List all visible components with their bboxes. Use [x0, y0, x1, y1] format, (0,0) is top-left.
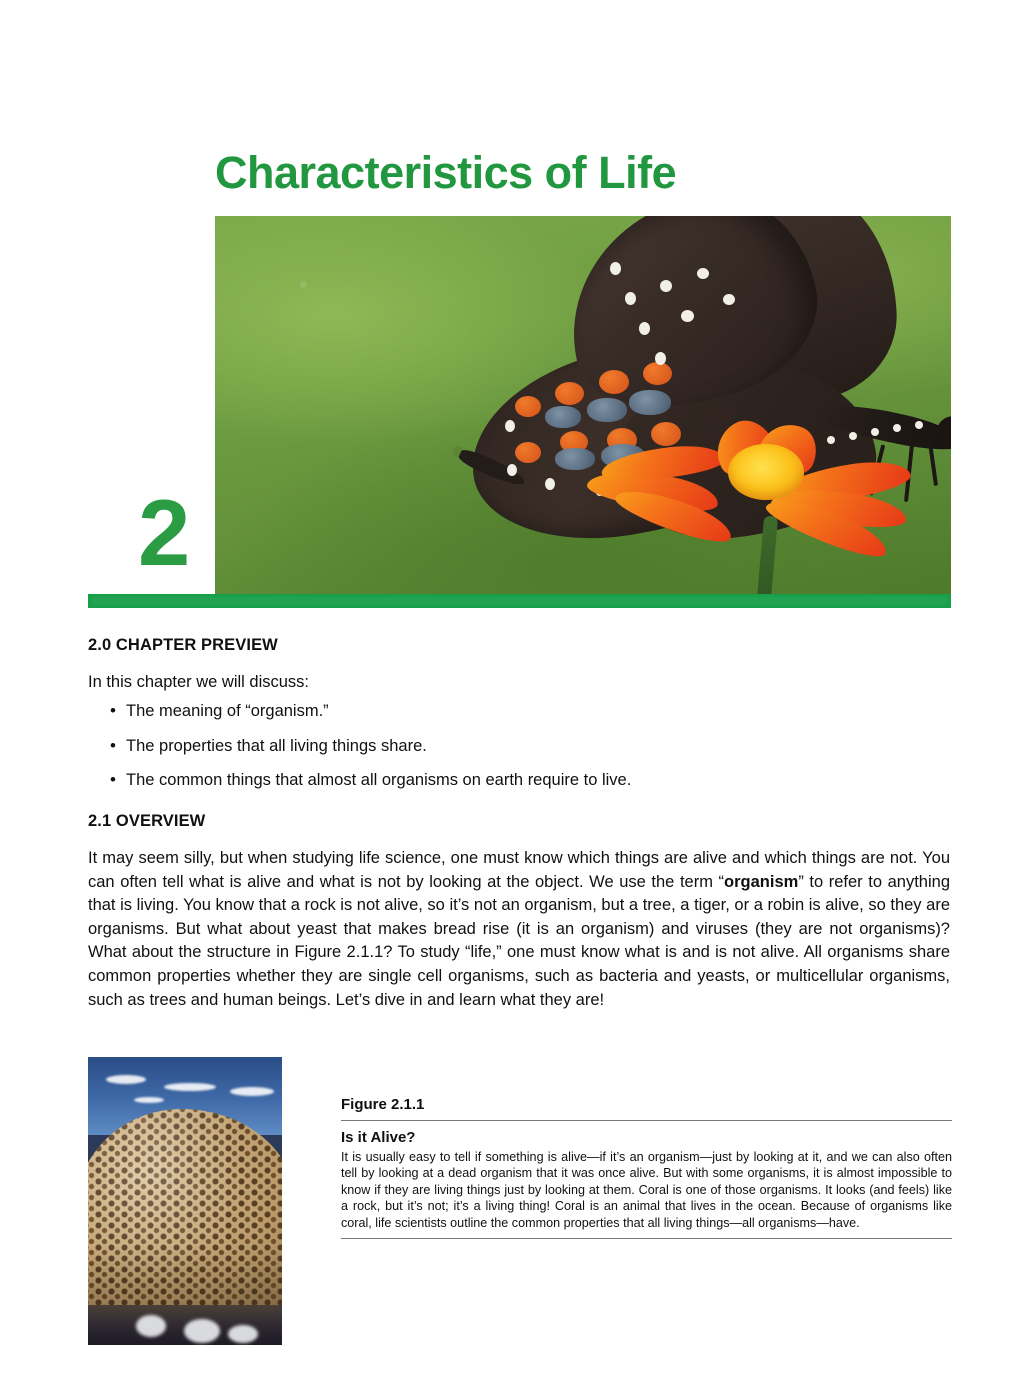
chapter-hero-image — [215, 216, 951, 596]
figure-subheading: Is it Alive? — [341, 1129, 416, 1146]
abdomen-dot — [871, 428, 879, 436]
chapter-divider-rule-inner — [92, 597, 947, 605]
figure-label: Figure 2.1.1 — [341, 1096, 425, 1113]
figure-photo-coral — [88, 1057, 282, 1345]
wing-spot-white — [660, 280, 672, 292]
figure-rule-top — [341, 1120, 952, 1121]
wing-spot-white — [639, 322, 650, 335]
wing-spot-white — [625, 292, 636, 305]
cloud — [164, 1083, 216, 1091]
sea-foam — [184, 1319, 220, 1343]
overview-bold-term: organism — [724, 872, 799, 891]
abdomen-dot — [915, 421, 923, 429]
wing-spot-blue — [587, 398, 627, 422]
cloud — [106, 1075, 146, 1084]
abdomen-dot — [827, 436, 835, 444]
wing-spot-blue — [555, 448, 595, 470]
preview-heading: 2.0 CHAPTER PREVIEW — [88, 636, 278, 654]
sea-foam — [136, 1315, 166, 1337]
wing-spot-orange — [555, 382, 584, 405]
list-item: • The common things that almost all organisms on earth require to live. — [88, 770, 950, 791]
wing-spot-blue — [629, 390, 671, 415]
abdomen-dot — [893, 424, 901, 432]
wing-spot-orange — [599, 370, 629, 394]
wing-spot-orange — [651, 422, 681, 446]
overview-heading: 2.1 OVERVIEW — [88, 812, 206, 830]
figure-caption-text: It is usually easy to tell if something is alive—if it’s an organism—just by looking at it, and we can also often tell by looking at a dead organism that it was once alive. But with some organisms, it is almost impossible to know if they are living things just by looking at them. Coral is one of those organisms. It looks (and feels) like a rock, but it’s not; it’s a living thing! Coral is an animal that lives in the ocean. Because of organisms like coral, life scientists outline the common properties that all living things—all organisms—have. — [341, 1150, 952, 1230]
wing-spot-white — [655, 352, 666, 365]
abdomen-dot — [849, 432, 857, 440]
overview-section — [88, 812, 950, 1012]
page-title: Characteristics of Life — [215, 147, 677, 198]
wing-spot-white — [610, 262, 621, 275]
cloud — [230, 1087, 274, 1096]
wing-spot-orange — [515, 396, 541, 417]
wing-spot-white — [681, 310, 694, 322]
preview-lead: In this chapter we will discuss: — [88, 673, 310, 691]
wing-spot-blue — [545, 406, 581, 428]
overview-paragraph — [88, 847, 950, 1012]
cloud — [134, 1097, 164, 1103]
wing-spot-orange — [515, 442, 541, 463]
wing-spot-white — [723, 294, 735, 305]
preview-list — [88, 701, 950, 791]
wing-spot-white — [545, 478, 555, 490]
wing-spot-white — [505, 420, 515, 432]
flower-center — [728, 444, 804, 500]
overview-text-part2: ” to refer to anything that is living. You know that a rock is not alive, so it’s not an organism, but a tree, a tiger, or a robin is alive, so they are organisms. But what about yeast that makes bread rise (it is an organism) and viruses (they are not organisms)? What about the structure in Figure 2.1.1? To study “life,” one must know what is and is not alive. All organisms share common properties whether they are single cell organisms, such as bacteria and yeasts, or multicellular organisms, such as trees and human beings. Let’s dive in and learn what they are! — [88, 872, 950, 1009]
chapter-preview-section — [88, 636, 950, 805]
wing-spot-white — [507, 464, 517, 476]
wing-spot-white — [697, 268, 709, 279]
wing-spot-orange — [643, 362, 672, 385]
overview-text-part1: It may seem silly, but when studying life science, one must know which things are alive and which things are not. You can often tell what is alive and what is not by looking at the object. We use the term “ — [88, 849, 950, 891]
sea-foam — [228, 1325, 258, 1343]
list-item: • The meaning of “organism.” — [88, 701, 950, 722]
figure-rule-bottom — [341, 1238, 952, 1239]
figure-caption-block — [341, 1096, 952, 1239]
list-item: • The properties that all living things share. — [88, 736, 950, 757]
chapter-number: 2 — [138, 480, 191, 585]
